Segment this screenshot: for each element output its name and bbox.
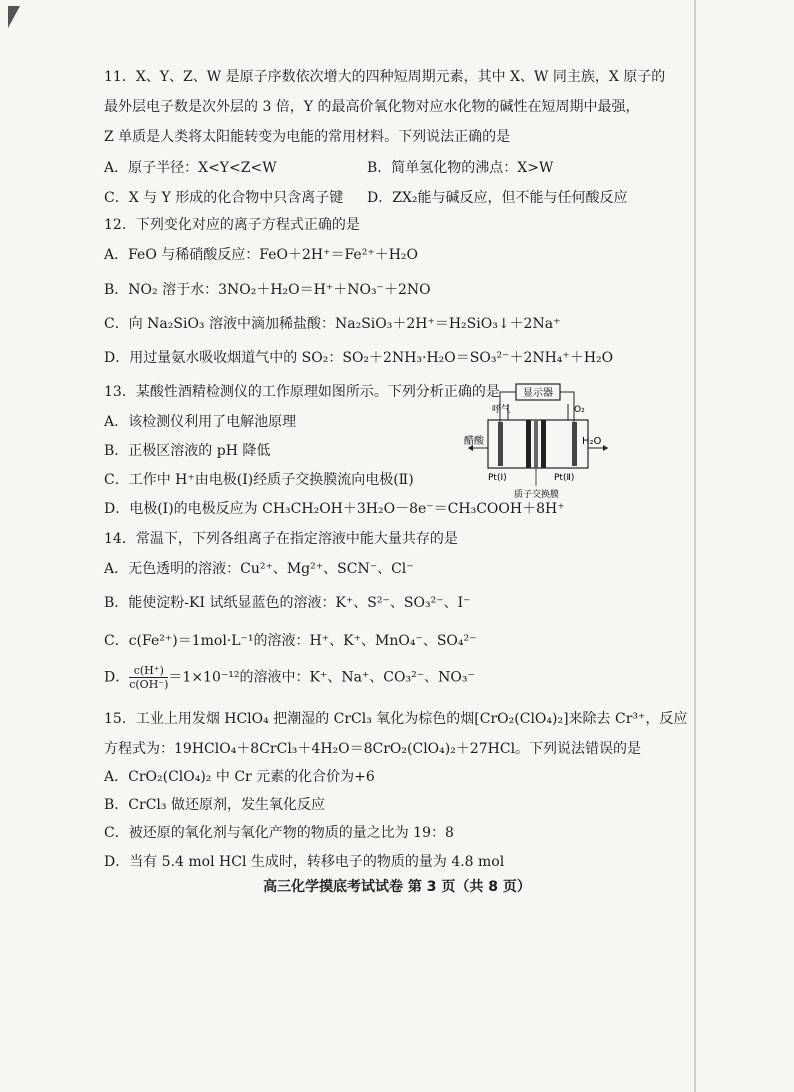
q13-option-c: C．工作中 H⁺由电极(Ⅰ)经质子交换膜流向电极(Ⅱ) bbox=[104, 472, 414, 488]
q14-d-prefix: D． bbox=[104, 669, 130, 686]
q14-d-rest: ＝1×10⁻¹²的溶液中：K⁺、Na⁺、CO₃²⁻、NO₃⁻ bbox=[168, 669, 475, 686]
question-11 bbox=[104, 62, 666, 152]
q13-option-a: A．该检测仪利用了电解池原理 bbox=[104, 414, 297, 430]
q12-option-b: B．NO₂ 溶于水：3NO₂＋H₂O＝H⁺＋NO₃⁻＋2NO bbox=[104, 282, 431, 298]
q12-option-a: A．FeO 与稀硝酸反应：FeO＋2H⁺＝Fe²⁺＋H₂O bbox=[104, 247, 419, 263]
q11-line-2: 最外层电子数是次外层的 3 倍，Y 的最高价氧化物对应水化物的碱性在短周期中最强， bbox=[104, 99, 640, 115]
q11-option-a: A．原子半径：X<Y<Z<W bbox=[104, 160, 277, 176]
scan-corner-mark bbox=[8, 6, 20, 28]
question-15 bbox=[104, 704, 688, 764]
q15-option-a: A．CrO₂(ClO₄)₂ 中 Cr 元素的化合价为+6 bbox=[104, 769, 375, 785]
q15-line-1: 15．工业上用发烟 HClO₄ 把潮湿的 CrCl₃ 氧化为棕色的烟[CrO₂(ClO₄)₂]来除去 Cr³⁺，反应 bbox=[104, 711, 688, 727]
scan-fold-line bbox=[694, 0, 696, 1092]
q13-option-d: D．电极(Ⅰ)的电极反应为 CH₃CH₂OH＋3H₂O－8e⁻＝CH₃COOH＋8H⁺ bbox=[104, 501, 565, 517]
q15-option-b: B．CrCl₃ 做还原剂，发生氧化反应 bbox=[104, 797, 325, 813]
diagram-breath-label: 呼气 bbox=[492, 405, 511, 415]
q14-d-denominator: c(OH⁻) bbox=[129, 678, 169, 691]
diagram-pt2-label: Pt(Ⅱ) bbox=[554, 473, 575, 483]
page-footer: 高三化学摸底考试试卷 第 3 页（共 8 页） bbox=[263, 879, 531, 895]
alcohol-detector-diagram bbox=[462, 382, 610, 502]
q14-d-numerator: c(H⁺) bbox=[129, 664, 168, 678]
q15-line-2: 方程式为：19HClO₄＋8CrCl₃＋4H₂O＝8CrO₂(ClO₄)₂＋27HCl。下列说法错误的是 bbox=[104, 741, 642, 757]
q11-option-b: B．简单氢化物的沸点：X>W bbox=[367, 160, 554, 176]
diagram-o2-label: O₂ bbox=[574, 405, 585, 415]
q11-line-3: Z 单质是人类将太阳能转变为电能的常用材料。下列说法正确的是 bbox=[104, 129, 511, 145]
diagram-acid-label: 醋酸 bbox=[464, 436, 484, 447]
q13-stem: 13．某酸性酒精检测仪的工作原理如图所示。下列分析正确的是 bbox=[104, 384, 500, 400]
q12-stem: 12．下列变化对应的离子方程式正确的是 bbox=[104, 217, 360, 233]
diagram-water-label: H₂O bbox=[582, 436, 602, 447]
q11-option-c: C．X 与 Y 形成的化合物中只含离子键 bbox=[104, 190, 344, 206]
q13-option-b: B．正极区溶液的 pH 降低 bbox=[104, 443, 271, 459]
q15-option-d: D．当有 5.4 mol HCl 生成时，转移电子的物质的量为 4.8 mol bbox=[104, 854, 505, 870]
diagram-membrane-label: 质子交换膜 bbox=[514, 490, 560, 500]
q12-option-d: D．用过量氨水吸收烟道气中的 SO₂：SO₂＋2NH₃·H₂O＝SO₃²⁻＋2NH₄⁺＋H₂O bbox=[104, 350, 614, 366]
q12-option-c: C．向 Na₂SiO₃ 溶液中滴加稀盐酸：Na₂SiO₃＋2H⁺＝H₂SiO₃↓＋2Na⁺ bbox=[104, 316, 561, 332]
diagram-pt1-label: Pt(Ⅰ) bbox=[488, 473, 507, 483]
q14-option-c: C．c(Fe²⁺)＝1mol·L⁻¹的溶液：H⁺、K⁺、MnO₄⁻、SO₄²⁻ bbox=[104, 633, 477, 649]
q15-option-c: C．被还原的氧化剂与氧化产物的物质的量之比为 19：8 bbox=[104, 825, 454, 841]
q14-option-b: B．能使淀粉-KI 试纸显蓝色的溶液：K⁺、S²⁻、SO₃²⁻、I⁻ bbox=[104, 595, 471, 611]
diagram-display-label: 显示器 bbox=[523, 388, 553, 399]
diagram-svg bbox=[462, 382, 610, 502]
q14-d-fraction bbox=[129, 664, 168, 691]
q14-option-d bbox=[104, 664, 475, 691]
q14-stem: 14．常温下，下列各组离子在指定溶液中能大量共存的是 bbox=[104, 531, 458, 547]
q11-option-d: D．ZX₂能与碱反应，但不能与任何酸反应 bbox=[367, 190, 628, 206]
q14-option-a: A．无色透明的溶液：Cu²⁺、Mg²⁺、SCN⁻、Cl⁻ bbox=[104, 561, 414, 577]
q11-line-1: 11．X、Y、Z、W 是原子序数依次增大的四种短周期元素，其中 X、W 同主族，X 原子的 bbox=[104, 69, 666, 85]
